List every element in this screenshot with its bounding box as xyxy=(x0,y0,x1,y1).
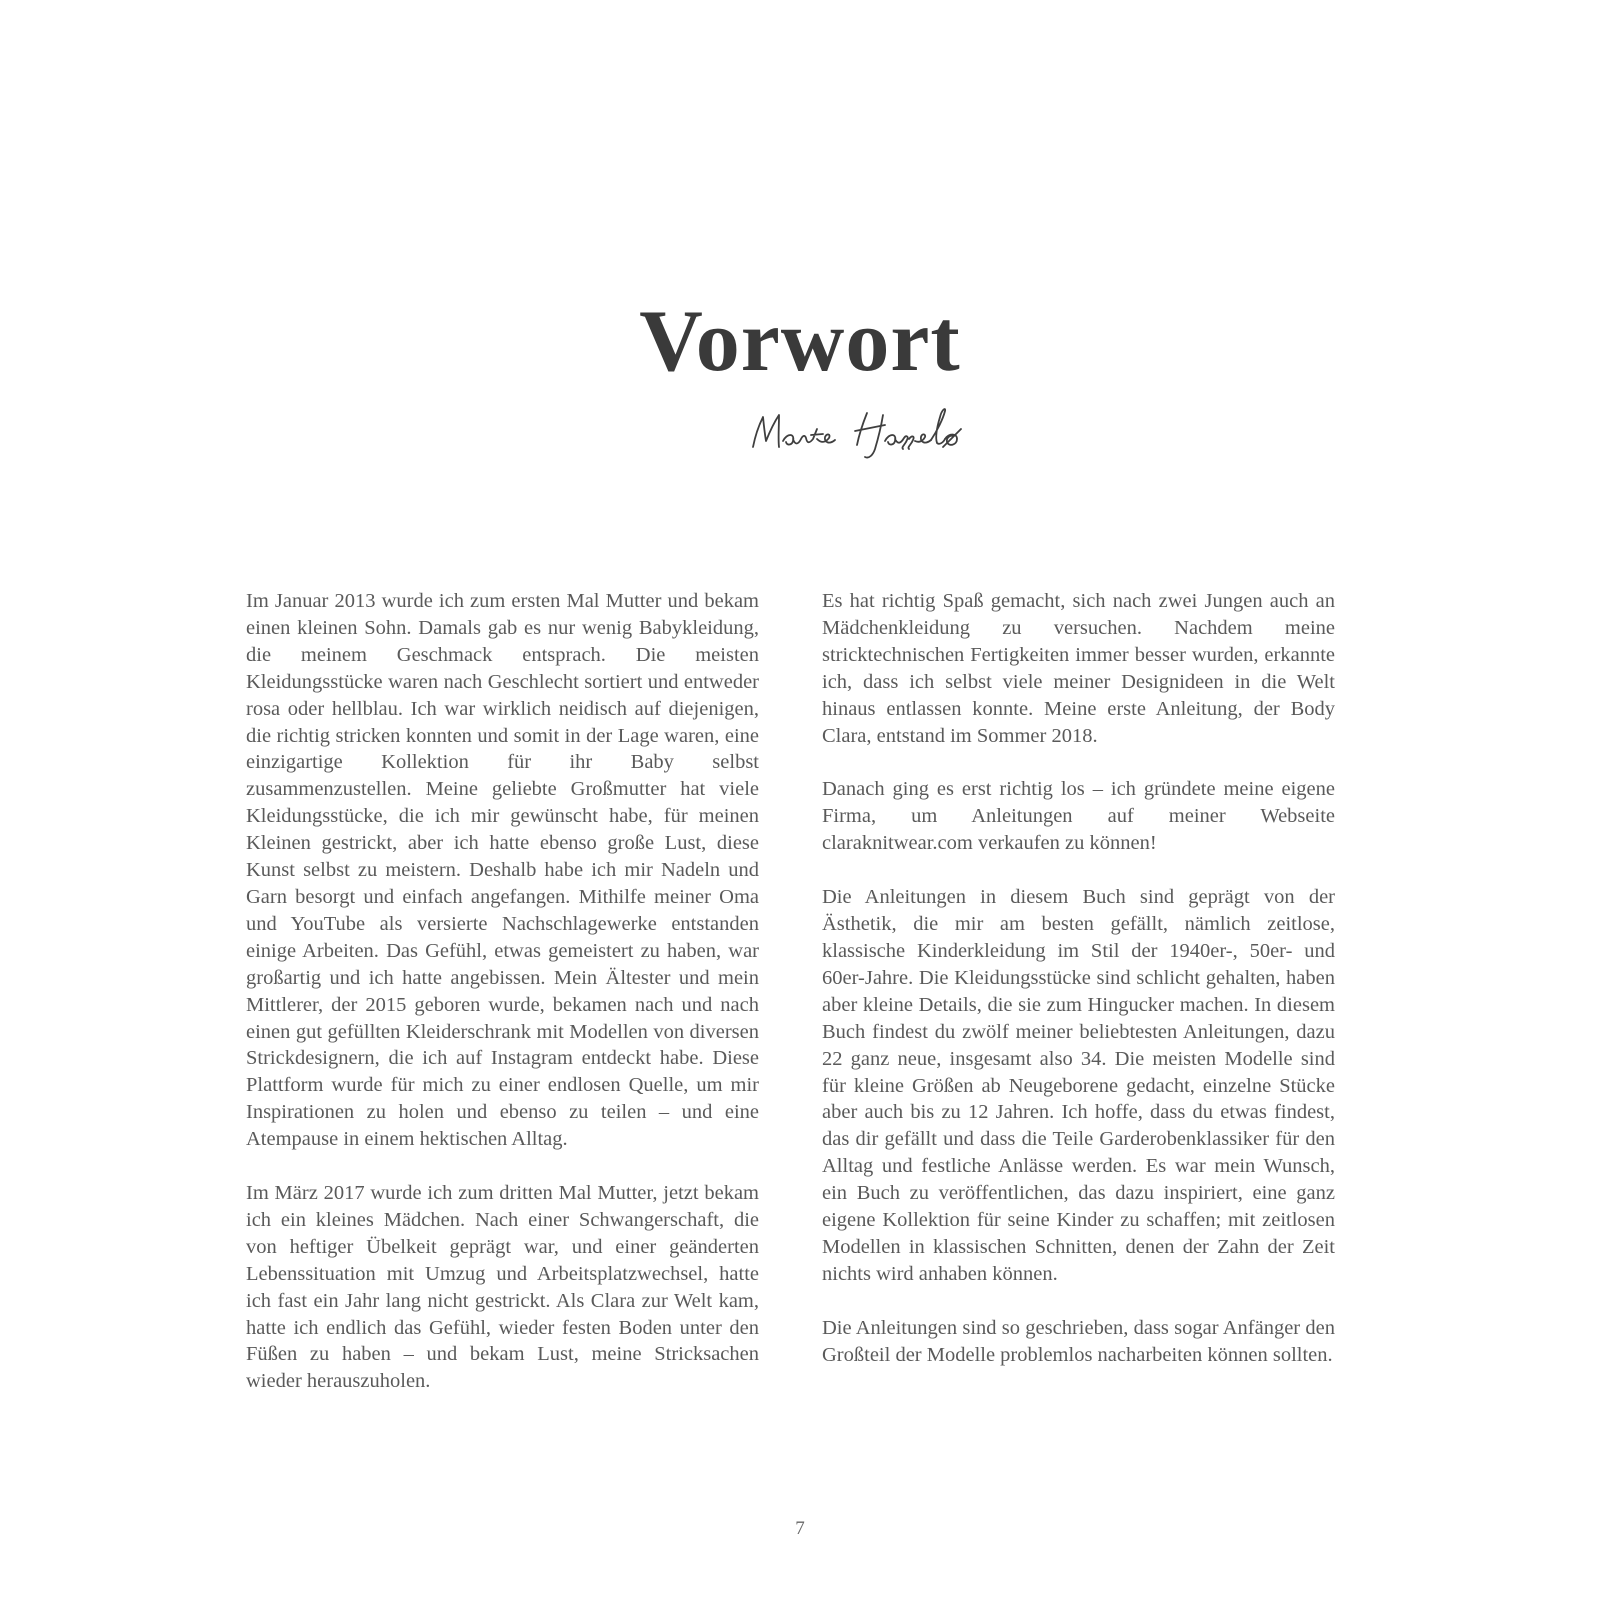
left-text-column xyxy=(246,588,759,1422)
page-number: 7 xyxy=(795,1518,805,1539)
paragraph: Im Januar 2013 wurde ich zum ersten Mal Mutter und bekam einen kleinen Sohn. Damals gab es nur wenig Babykleidung, die meinem Geschmack entsprach. Die meisten Kleidungsstücke waren nach Geschlecht sortiert und entweder rosa oder hellblau. Ich war wirklich neidisch auf diejenigen, die richtig stricken konnten und somit in der Lage waren, eine einzigartige Kollektion für ihr Baby selbst zusammenzustellen. Meine geliebte Großmutter hat viele Kleidungsstücke, die ich mir gewünscht habe, für meinen Kleinen gestrickt, aber ich hatte ebenso große Lust, diese Kunst selbst zu meistern. Deshalb habe ich mir Nadeln und Garn besorgt und einfach angefangen. Mithilfe meiner Oma und YouTube als versierte Nachschlagewerke entstanden einige Arbeiten. Das Gefühl, etwas gemeistert zu haben, war großartig und ich hatte angebissen. Mein Ältester und mein Mittlerer, der 2015 geboren wurde, bekamen nach und nach einen gut gefüllten Kleiderschrank mit Modellen von diversen Strickdesignern, die ich auf Instagram entdeckt habe. Diese Plattform wurde für mich zu einer endlosen Quelle, um mir Inspirationen zu holen und ebenso zu teilen – und eine Atempause in einem hektischen Alltag. xyxy=(246,590,759,1151)
paragraph: Es hat richtig Spaß gemacht, sich nach zwei Jungen auch an Mädchenkleidung zu versuchen. Nachdem meine stricktechnischen Fertigkeiten immer besser wurden, erkannte ich, dass ich selbst viele meiner Designideen in die Welt hinaus entlassen konnte. Meine erste Anleitung, der Body Clara, entstand im Sommer 2018. xyxy=(822,590,1335,747)
page-title: Vorwort xyxy=(639,293,961,390)
signature-graphic xyxy=(745,405,1005,485)
paragraph: Die Anleitungen in diesem Buch sind geprägt von der Ästhetik, die mir am besten gefällt, nämlich zeitlose, klassische Kinderkleidung im Stil der 1940er-, 50er- und 60er-Jahre. Die Kleidungsstücke sind schlicht gehalten, haben aber kleine Details, die sie zum Hingucker machen. In diesem Buch findest du zwölf meiner beliebtesten Anleitungen, dazu 22 ganz neue, insgesamt also 34. Die meisten Modelle sind für kleine Größen ab Neugeborene gedacht, einzelne Stücke aber auch bis zu 12 Jahren. Ich hoffe, dass du etwas findest, das dir gefällt und dass die Teile Garderobenklassiker für den Alltag und festliche Anlässe werden. Es war mein Wunsch, ein Buch zu veröffentlichen, das dazu inspiriert, eine ganz eigene Kollektion für seine Kinder zu schaffen; mit zeitlosen Modellen in klassischen Schnitten, denen der Zahn der Zeit nichts wird anhaben können. xyxy=(822,886,1335,1285)
right-text-column xyxy=(822,588,1335,1396)
paragraph: Die Anleitungen sind so geschrieben, dass sogar Anfänger den Großteil der Modelle problemlos nacharbeiten können sollten. xyxy=(822,1316,1335,1366)
author-signature xyxy=(745,405,1005,485)
paragraph: Im März 2017 wurde ich zum dritten Mal Mutter, jetzt bekam ich ein kleines Mädchen. Nach einer Schwangerschaft, die von heftiger Übelkeit geprägt war, und einer geänderten Lebenssituation mit Umzug und Arbeitsplatzwechsel, hatte ich fast ein Jahr lang nicht gestrickt. Als Clara zur Welt kam, hatte ich endlich das Gefühl, wieder festen Boden unter den Füßen zu haben – und bekam Lust, meine Stricksachen wieder herauszuholen. xyxy=(246,1182,759,1393)
paragraph: Danach ging es erst richtig los – ich gründete meine eigene Firma, um Anleitungen auf meiner Webseite claraknitwear.com verkaufen zu können! xyxy=(822,778,1335,855)
